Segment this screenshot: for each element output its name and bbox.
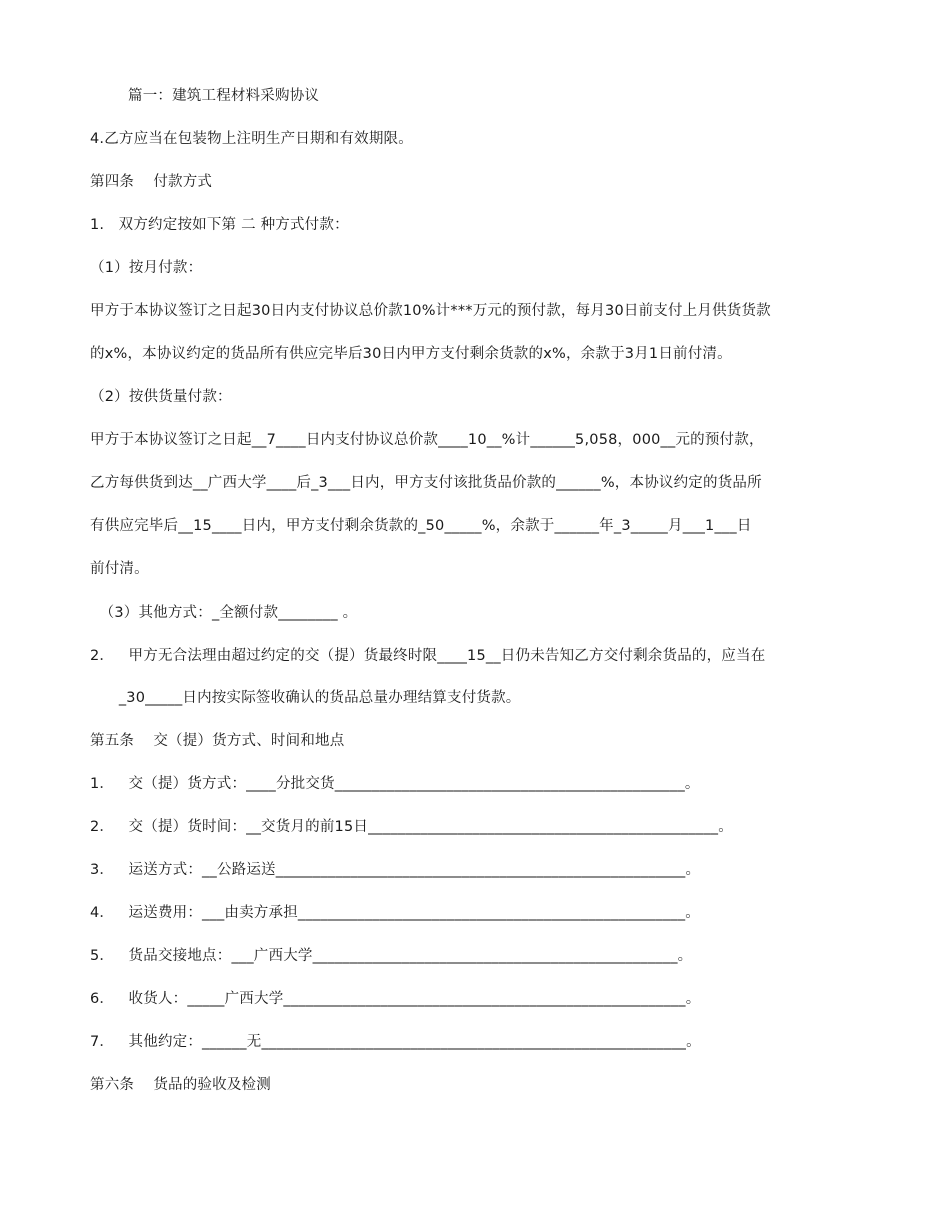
- text-line: _30_____日内按实际签收确认的货品总量办理结算支付货款。: [90, 690, 521, 706]
- section-heading: 第五条 交（提）货方式、时间和地点: [90, 733, 345, 749]
- text-line: 有供应完毕后__15____日内，甲方支付剩余货款的_50_____%，余款于______年_3_____月___1___日: [90, 518, 752, 534]
- text-line: 2． 交（提）货时间：__交货月的前15日_______________________________________________。: [90, 819, 733, 835]
- text-line: 4． 运送费用：___由卖方承担____________________________________________________。: [90, 905, 701, 921]
- section-heading: 第四条 付款方式: [90, 174, 213, 190]
- text-line: 乙方每供货到达__广西大学____后_3___日内，甲方支付该批货品价款的______%，本协议约定的货品所: [90, 475, 762, 491]
- document-heading: 篇一：建筑工程材料采购协议: [128, 88, 320, 104]
- text-line: 前付清。: [90, 561, 149, 577]
- text-line: 6． 收货人：_____广西大学______________________________________________________。: [90, 991, 701, 1007]
- text-line: 5． 货品交接地点：___广西大学_________________________________________________。: [90, 948, 693, 964]
- text-line: 3． 运送方式：__公路运送_______________________________________________________。: [90, 862, 701, 878]
- text-line: （1）按月付款：: [90, 260, 203, 276]
- text-line: 4.乙方应当在包装物上注明生产日期和有效期限。: [90, 131, 413, 147]
- section-heading: 第六条 货品的验收及检测: [90, 1077, 271, 1093]
- text-line: （3）其他方式：_全额付款________ 。: [90, 605, 358, 621]
- text-line: 1. 双方约定按如下第 二 种方式付款：: [90, 217, 349, 233]
- text-line: 2． 甲方无合法理由超过约定的交（提）货最终时限____15__日仍未告知乙方交付剩余货品的，应当在: [90, 648, 766, 664]
- text-line: 甲方于本协议签订之日起__7____日内支付协议总价款____10__%计______5,058，000__元的预付款，: [90, 432, 764, 448]
- text-line: 7． 其他约定：______无_________________________________________________________。: [90, 1034, 701, 1050]
- text-line: （2）按供货量付款：: [90, 389, 232, 405]
- text-line: 的x%，本协议约定的货品所有供应完毕后30日内甲方支付剩余货款的x%，余款于3月1日前付清。: [90, 346, 732, 362]
- text-line: 1． 交（提）货方式：____分批交货_______________________________________________。: [90, 776, 700, 792]
- text-line: 甲方于本协议签订之日起30日内支付协议总价款10%计***万元的预付款，每月30日前支付上月供货货款: [90, 303, 771, 319]
